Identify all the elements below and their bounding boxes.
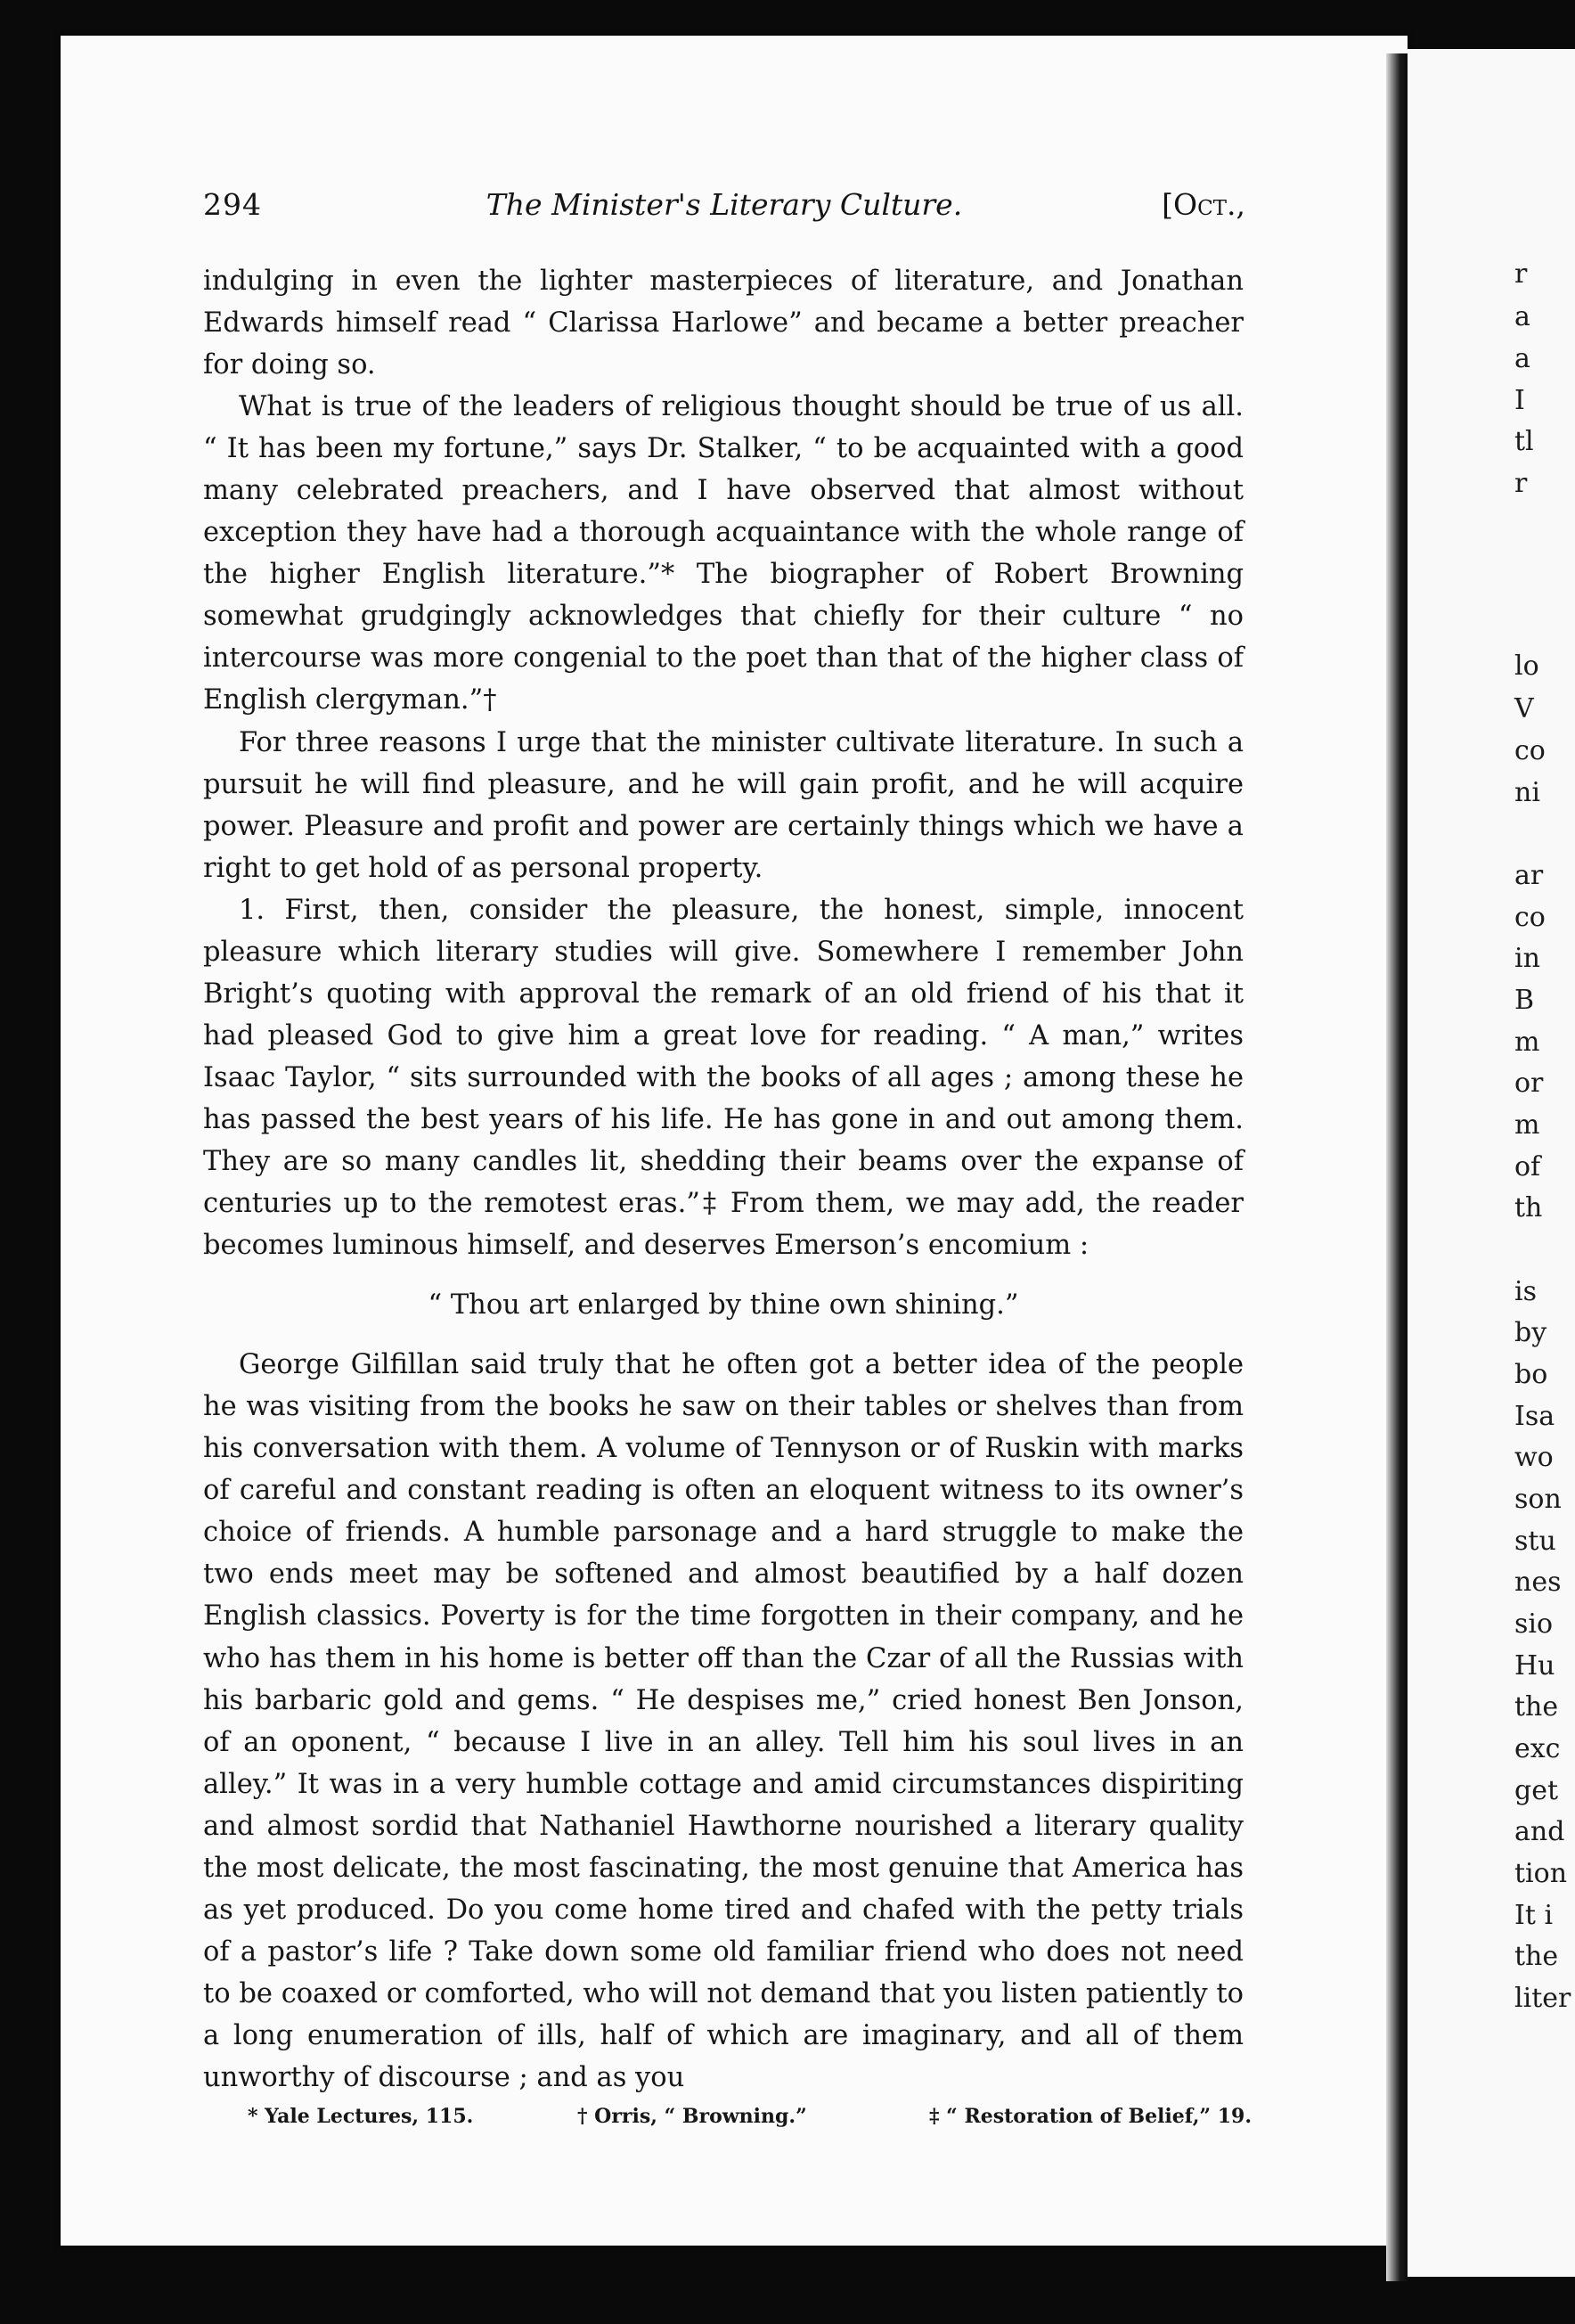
running-title: The Minister's Literary Culture.: [486, 187, 963, 222]
right-page-text-fragments: [1514, 0, 1575, 2324]
scan-border: [0, 0, 1575, 36]
fragment: ar: [1514, 860, 1544, 891]
fragment: sio: [1514, 1608, 1554, 1640]
fragment: V: [1514, 693, 1534, 724]
fragment: the: [1514, 1691, 1559, 1723]
fragment: get: [1514, 1775, 1559, 1806]
fragment: ni: [1514, 777, 1540, 808]
fragment: or: [1514, 1068, 1544, 1099]
footnote: ‡ “ Restoration of Belief,” 19.: [929, 2105, 1253, 2128]
book-gutter: [1386, 53, 1409, 2281]
body-text: [203, 260, 1244, 2099]
fragment: I: [1514, 385, 1525, 416]
fragment: a: [1514, 301, 1530, 332]
fragment: m: [1514, 1027, 1540, 1058]
footnotes: [248, 2105, 1253, 2140]
fragment: m: [1514, 1109, 1540, 1141]
fragment: and: [1514, 1816, 1565, 1847]
fragment: Hu: [1514, 1650, 1555, 1682]
footnote: * Yale Lectures, 115.: [248, 2105, 474, 2128]
fragment: liter: [1514, 1983, 1571, 2014]
paragraph-continuation: indulging in even the lighter masterpieces of literature, and Jonathan Edwards himself read “ Clarissa Harlowe” and became a better preacher for doing so.: [203, 266, 1244, 381]
fragment: exc: [1514, 1733, 1561, 1764]
section-mark: [Oct.,: [1162, 187, 1245, 222]
fragment: nes: [1514, 1567, 1562, 1598]
fragment: B: [1514, 985, 1535, 1016]
fragment: wo: [1514, 1442, 1554, 1473]
fragment: son: [1514, 1484, 1562, 1515]
fragment: co: [1514, 735, 1546, 766]
fragment: by: [1514, 1317, 1547, 1348]
paragraph: George Gilfillan said truly that he often got a better idea of the people he was visiting from the books he saw on their tables or shelves than from his conversation with them. A volume of Tennyson or of Ruskin with marks of careful and constant reading is often an eloquent witness to its owner’s choice of friends. A humble parsonage and a hard struggle to make the two ends meet may be softened and almost beautified by a half dozen English classics. Poverty is for the time forgotten in their company, and he who has them in his home is better off than the Czar of all the Russias with his barbaric gold and gems. “ He despises me,” cried honest Ben Jonson, of an oponent, “ because I live in an alley. Tell him his soul lives in an alley.” It was in a very humble cottage and amid circumstances dispiriting and almost sordid that Nathaniel Hawthorne nourished a literary quality the most delicate, the most fascinating, the most genuine that America has as yet produced. Do you come home tired and chafed with the petty trials of a pastor’s life ? Take down some old familiar friend who does not need to be coaxed or comforted, who will not demand that you listen patiently to a long enumeration of ills, half of which are imaginary, and all of them unworthy of discourse ; and as you: [203, 1349, 1244, 2093]
paragraph: For three reasons I urge that the minister cultivate literature. In such a pursuit he will find pleasure, and he will gain profit, and he will acquire power. Pleasure and profit and power are certainly things which we have a right to get hold of as personal property.: [203, 726, 1244, 884]
fragment: bo: [1514, 1359, 1548, 1390]
block-quote: “ Thou art enlarged by thine own shining.”: [428, 1289, 1019, 1322]
fragment: in: [1514, 943, 1540, 974]
paragraph: What is true of the leaders of religious thought should be true of us all. “ It has been my fortune,” says Dr. Stalker, “ to be acquainted with a good many celebrated preachers, and I have observed that almost without exception they have had a thorough acquaintance with the whole range of the higher English literature.”* The biographer of Robert Browning somewhat grudgingly acknowledges that chiefly for their culture “ no intercourse was more congenial to the poet than that of the higher class of English clergyman.”†: [203, 391, 1244, 716]
paragraph: 1. First, then, consider the pleasure, the honest, simple, innocent pleasure which literary studies will give. Somewhere I remember John Bright’s quoting with approval the remark of an old friend of his that it had pleased God to give him a great love for reading. “ A man,” writes Isaac Taylor, “ sits surrounded with the books of all ages ; among these he has passed the best years of his life. He has gone in and out among them. They are so many candles lit, shedding their beams over the expanse of centuries up to the remotest eras.”‡ From them, we may add, the reader becomes luminous himself, and deserves Emerson’s encomium :: [203, 894, 1244, 1262]
fragment: a: [1514, 343, 1530, 374]
fragment: tion: [1514, 1858, 1568, 1889]
footnote: † Orris, “ Browning.”: [577, 2105, 807, 2128]
fragment: r: [1514, 258, 1528, 290]
page-header: [203, 187, 1245, 232]
fragment: r: [1514, 468, 1528, 499]
fragment: co: [1514, 902, 1546, 933]
page-number: 294: [203, 187, 262, 222]
fragment: It i: [1514, 1900, 1554, 1931]
fragment: of: [1514, 1151, 1541, 1182]
fragment: th: [1514, 1192, 1543, 1223]
fragment: Isa: [1514, 1401, 1555, 1432]
fragment: tl: [1514, 426, 1534, 457]
fragment: is: [1514, 1276, 1537, 1307]
fragment: stu: [1514, 1526, 1556, 1557]
fragment: lo: [1514, 651, 1539, 682]
fragment: the: [1514, 1941, 1559, 1972]
